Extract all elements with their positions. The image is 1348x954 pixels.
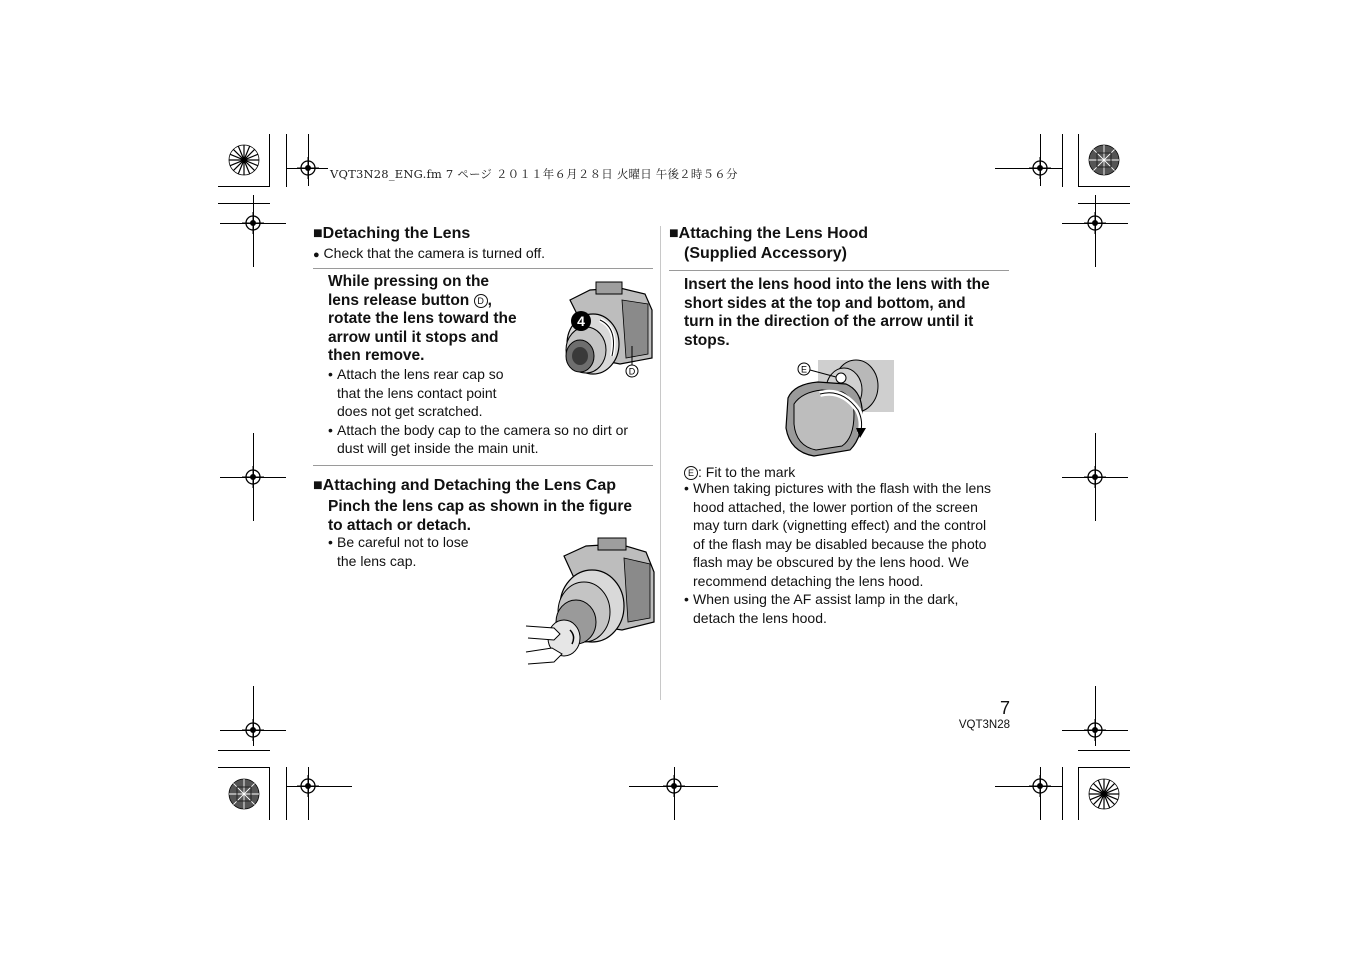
registration-target-icon [297,157,319,179]
section-rule [669,270,1009,271]
hood-instruction: Insert the lens hood into the lens with the short sides at the top and bottom, and turn in the direction of the arrow until it stops. [684,276,990,349]
list-item: • Attach the lens rear cap so that the lens contact point does not get scratched. [328,365,658,421]
figure-label-d: D [628,366,636,377]
star-target-icon [1088,144,1120,176]
section-rule [313,465,653,466]
camera-detach-lens-figure [560,280,656,380]
section-title-detaching-lens: ■Detaching the Lens [313,225,471,242]
file-info-header: VQT3N28_ENG.fm 7 ページ ２０１１年６月２８日 火曜日 午後２時５６分 [330,167,738,181]
hood-notes [684,479,1014,627]
registration-target-icon [242,466,264,488]
star-target-icon [228,144,260,176]
star-target-icon [1088,778,1120,810]
star-target-icon [228,778,260,810]
registration-target-icon [1084,719,1106,741]
registration-target-icon [297,775,319,797]
registration-target-icon [663,775,685,797]
list-item: • When using the AF assist lamp in the dark, detach the lens hood. [684,590,1014,627]
check-note: ● Check that the camera is turned off. [313,245,546,261]
lens-hood-figure [784,358,896,460]
list-item: • Attach the body cap to the camera so no dirt or dust will get inside the main unit. [328,421,658,458]
list-item: • Be careful not to lose the lens cap. [328,533,528,570]
column-divider [660,226,661,700]
section-title-lens-cap: ■Attaching and Detaching the Lens Cap [313,477,617,494]
section-rule [313,268,653,269]
registration-target-icon [242,212,264,234]
bullet-dot-icon: ● [313,249,320,261]
camera-lens-cap-figure [524,536,658,668]
page-number: 7 [999,698,1010,718]
registration-target-icon [1029,157,1051,179]
label-d-marker: D [474,294,488,308]
registration-target-icon [242,719,264,741]
label-e-marker: E [684,466,698,480]
registration-target-icon [1029,775,1051,797]
fit-mark-note: E : Fit to the mark [684,463,795,482]
model-code: VQT3N28 [958,719,1010,731]
section-title-lens-hood: ■Attaching the Lens Hood (Supplied Accessory) [669,225,868,262]
registration-target-icon [1084,212,1106,234]
lens-cap-note [328,533,528,570]
detach-instruction: While pressing on the lens release button D , rotate the lens toward the arrow until it stops and then remove. [328,273,517,364]
figure-label-e: E [800,364,808,375]
lens-cap-instruction: Pinch the lens cap as shown in the figure to attach or detach. [328,498,633,534]
step-4-badge: 4 [577,313,585,329]
registration-target-icon [1084,466,1106,488]
list-item: • When taking pictures with the flash with the lens hood attached, the lower portion of the screen may turn dark (vignetting effect) and the control of the flash may be disabled because the photo flash may be obscured by the lens hood. We recommend detaching the lens hood. [684,479,1014,590]
